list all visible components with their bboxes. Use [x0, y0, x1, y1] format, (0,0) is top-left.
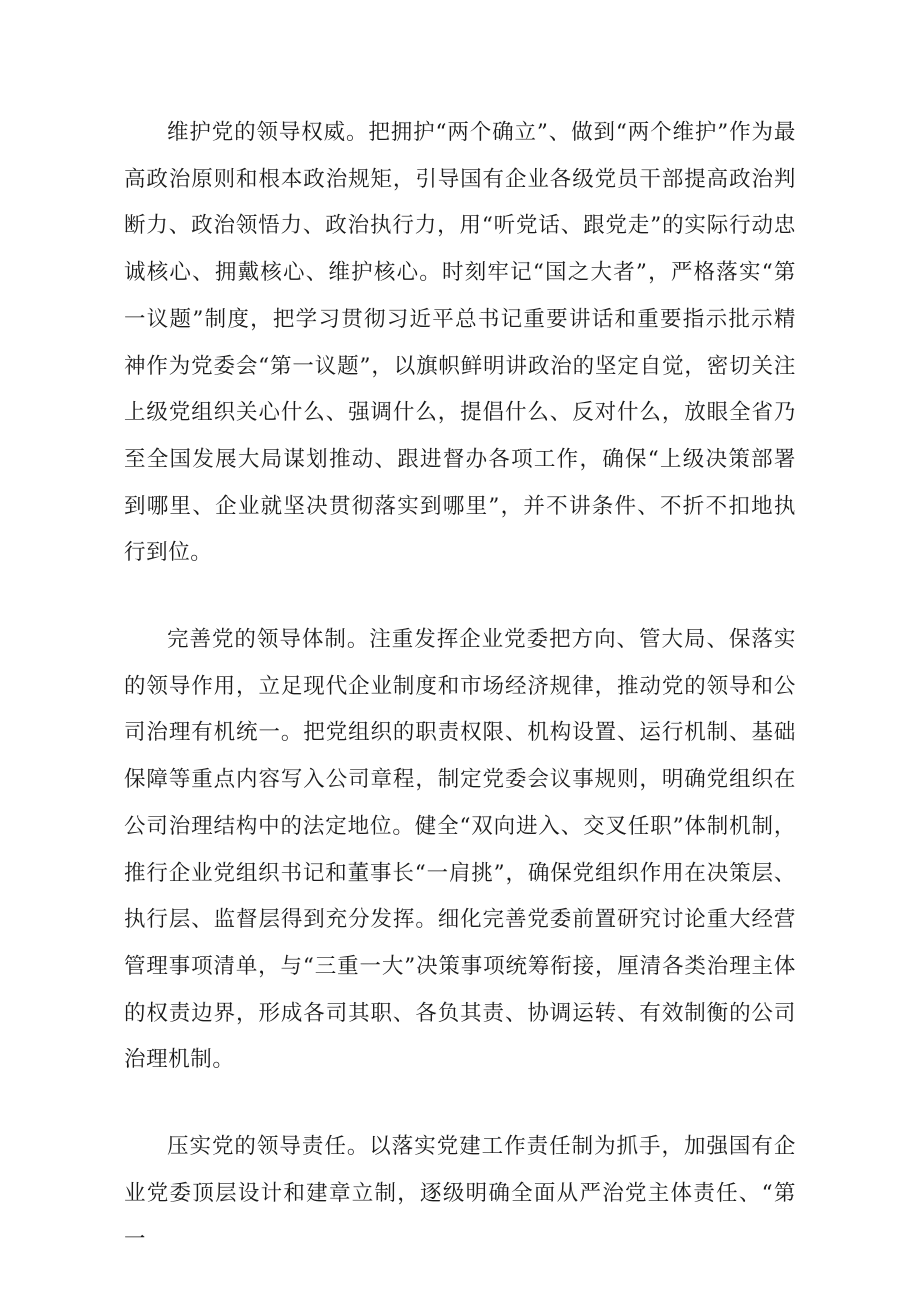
paragraph-leadership-authority: 维护党的领导权威。把拥护“两个确立”、做到“两个维护”作为最高政治原则和根本政治规矩，引导国有企业各级党员干部提高政治判断力、政治领悟力、政治执行力，用“听党话、跟党走”的实际行动忠诚核心、拥戴核心、维护核心。时刻牢记“国之大者”，严格落实“第一议题”制度，把学习贯彻习近平总书记重要讲话和重要指示批示精神作为党委会“第一议题”，以旗帜鲜明讲政治的坚定自觉，密切关注上级党组织关心什么、强调什么，提倡什么、反对什么，放眼全省乃至全国发展大局谋划推动、跟进督办各项工作，确保“上级决策部署到哪里、企业就坚决贯彻落实到哪里”，并不讲条件、不折不扣地执行到位。: [124, 120, 796, 566]
document-body: [124, 110, 796, 1304]
paragraph-leadership-system: 完善党的领导体制。注重发挥企业党委把方向、管大局、保落实的领导作用，立足现代企业制度和市场经济规律，推动党的领导和公司治理有机统一。把党组织的职责权限、机构设置、运行机制、基础保障等重点内容写入公司章程，制定党委会议事规则，明确党组织在公司治理结构中的法定地位。健全“双向进入、交叉任职”体制机制，推行企业党组织书记和董事长“一肩挑”，确保党组织作用在决策层、执行层、监督层得到充分发挥。细化完善党委前置研究讨论重大经营管理事项清单，与“三重一大”决策事项统筹衔接，厘清各类治理主体的权责边界，形成各司其职、各负其责、协调运转、有效制衡的公司治理机制。: [124, 627, 796, 1073]
paragraph-leadership-responsibility: 压实党的领导责任。以落实党建工作责任制为抓手，加强国有企业党委顶层设计和建章立制，逐级明确全面从严治党主体责任、“第一: [124, 1134, 796, 1253]
